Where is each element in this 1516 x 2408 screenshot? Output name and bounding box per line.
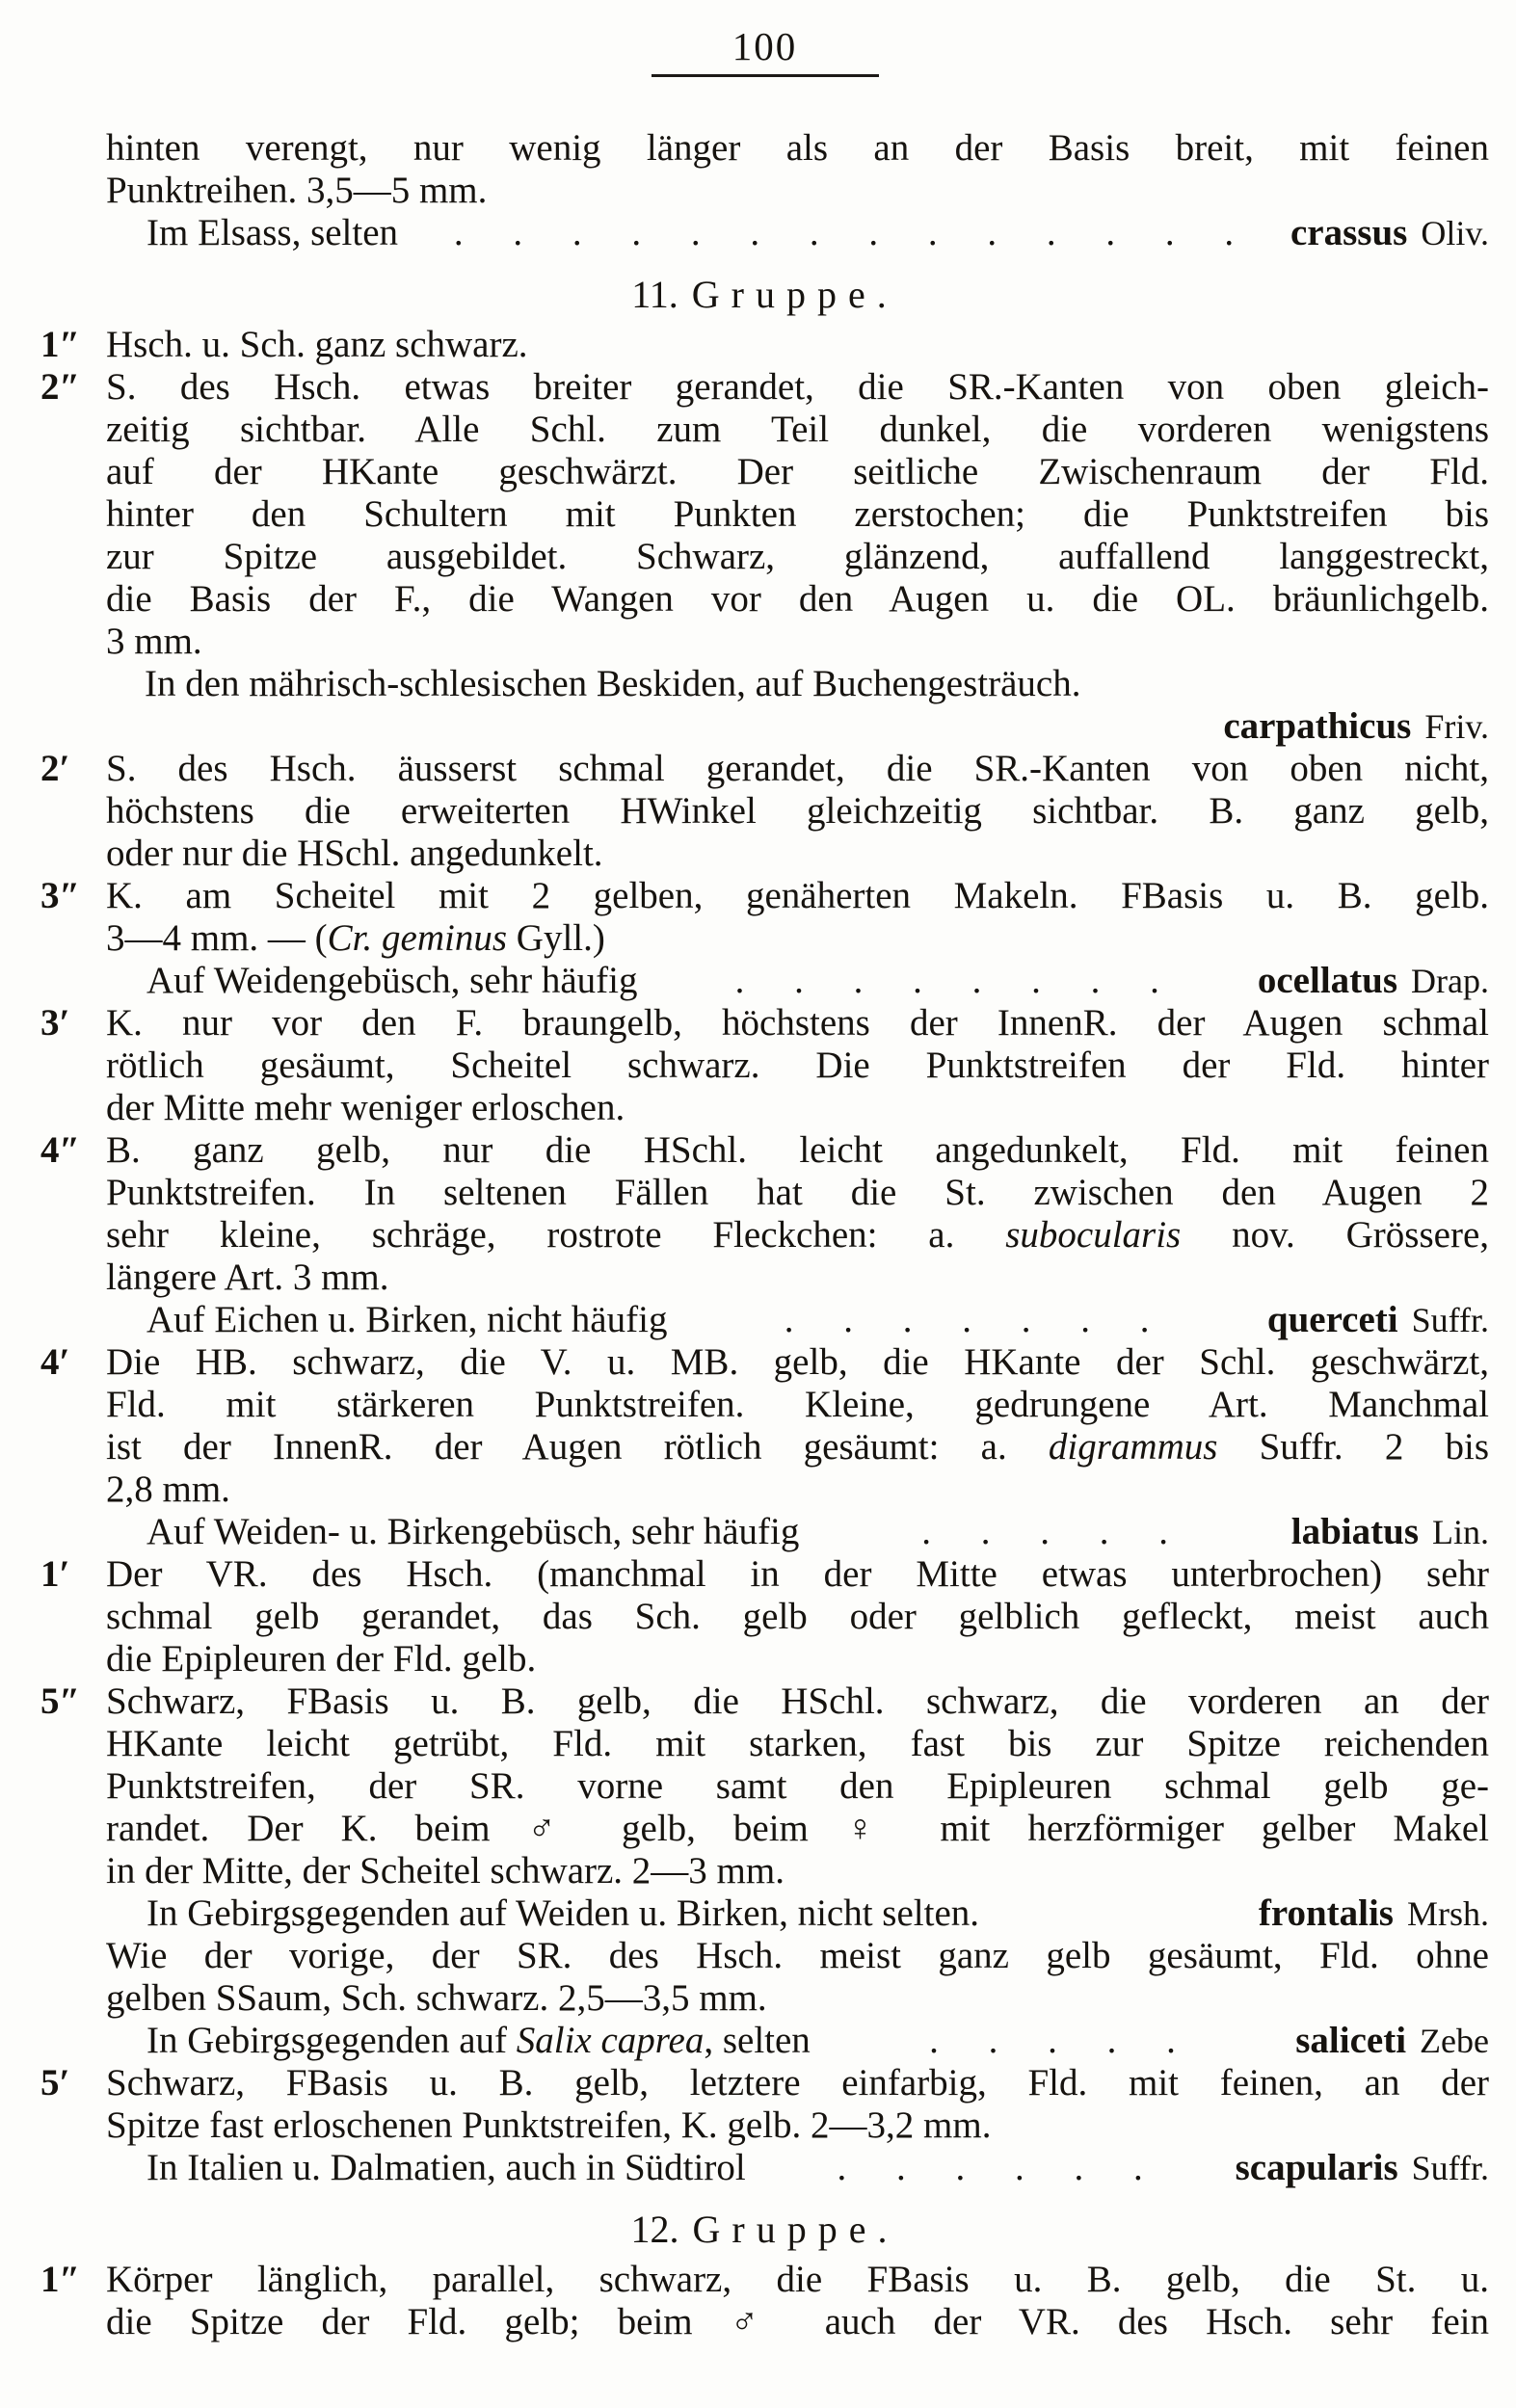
- species-name: ocellatus: [1257, 960, 1398, 1001]
- italic-text-segment: digrammus: [1048, 1426, 1218, 1468]
- text-segment: Suffr. 2 bis: [1217, 1426, 1489, 1468]
- group-heading-number: 12.: [630, 2208, 679, 2251]
- text-line: [106, 1553, 1489, 1596]
- text-segment: Im Elsass, selten: [146, 212, 399, 253]
- text-segment: , selten: [704, 2020, 811, 2061]
- text-segment: in der Mitte, der Scheitel schwarz. 2—3 mm.: [106, 1850, 785, 1892]
- item-marker: 3″: [40, 875, 81, 916]
- text-line: [106, 1087, 1489, 1129]
- text-line: [106, 1850, 1489, 1892]
- habitat-text: [146, 1892, 979, 1935]
- species-author: Mrsh.: [1406, 1894, 1489, 1933]
- text-line: [106, 1172, 1489, 1214]
- item-text: [106, 1129, 1489, 1299]
- habitat-line: [145, 663, 1489, 705]
- text-line: [106, 833, 1489, 875]
- text-segment: In Italien u. Dalmatien, auch in Südtirol: [146, 2147, 746, 2188]
- text-segment: Punktreihen. 3,5—5 mm.: [106, 170, 488, 211]
- item-text: [106, 2259, 1489, 2343]
- species-author: Suffr.: [1411, 2149, 1489, 2187]
- species-author: Zebe: [1420, 2022, 1489, 2060]
- species-author: Drap.: [1411, 962, 1489, 1000]
- item-marker: 1′: [40, 1553, 70, 1595]
- item-marker: 2″: [40, 366, 81, 408]
- page-number: 100: [731, 24, 798, 68]
- item-text: [106, 875, 1489, 960]
- text-line: [106, 2062, 1489, 2104]
- item-marker: 5″: [40, 1680, 81, 1722]
- text-segment: K. nur vor den F. braungelb, höchstens der InnenR. der Augen schmal: [106, 1002, 1489, 1044]
- text-line: [106, 1045, 1489, 1087]
- text-line: [106, 1384, 1489, 1426]
- text-line: [106, 2259, 1489, 2301]
- item-text: [106, 366, 1489, 663]
- text-segment: randet. Der K. beim ♂ gelb, beim ♀ mit herzförmiger gelber Makel: [106, 1808, 1489, 1849]
- text-segment: B. ganz gelb, nur die HSchl. leicht angedunkelt, Fld. mit feinen: [106, 1129, 1489, 1171]
- text-segment: gelben SSaum, Sch. schwarz. 2,5—3,5 mm.: [106, 1977, 767, 2019]
- habitat-text: [146, 212, 398, 254]
- item-marker: 4′: [40, 1341, 70, 1383]
- species-name: saliceti: [1295, 2020, 1407, 2061]
- text-segment: Wie der vorige, der SR. des Hsch. meist ganz gelb gesäumt, Fld. ohne: [106, 1935, 1489, 1976]
- text-segment: schmal gelb gerandet, das Sch. gelb oder gelblich gefleckt, meist auch: [106, 1596, 1489, 1637]
- item-marker: 4″: [40, 1129, 81, 1171]
- species-name: frontalis: [1258, 1892, 1394, 1934]
- leader-dots: . . . . . . . .: [734, 960, 1160, 1001]
- key-item: [40, 1935, 1489, 2020]
- key-item: [40, 1680, 1489, 1892]
- text-segment: Auf Weidengebüsch, sehr häufig: [146, 960, 638, 1001]
- text-segment: Spitze fast erloschenen Punktstreifen, K. gelb. 2—3,2 mm.: [106, 2104, 992, 2146]
- key-item: [40, 875, 1489, 960]
- species-author: Lin.: [1432, 1513, 1489, 1551]
- result-line: [106, 1299, 1489, 1341]
- text-line: [106, 1977, 1489, 2020]
- text-line: [106, 621, 1489, 663]
- leader-dots: . . . . . .: [837, 2147, 1144, 2188]
- result-line: [106, 960, 1489, 1002]
- text-segment: Schwarz, FBasis u. B. gelb, die HSchl. schwarz, die vorderen an der: [106, 1680, 1489, 1722]
- text-segment: Schwarz, FBasis u. B. gelb, letztere einfarbig, Fld. mit feinen, an der: [106, 2062, 1489, 2104]
- key-item: [40, 2062, 1489, 2147]
- group-heading-word: Gruppe.: [691, 273, 898, 316]
- text-segment: höchstens die erweiterten HWinkel gleichzeitig sichtbar. B. ganz gelb,: [106, 790, 1489, 832]
- text-segment: ist der InnenR. der Augen rötlich gesäumt: a.: [106, 1426, 1049, 1468]
- text-segment: hinter den Schultern mit Punkten zerstochen; die Punktstreifen bis: [106, 493, 1489, 535]
- item-text: [106, 2062, 1489, 2147]
- leader-dots: . . . . . . . . . . . . . .: [453, 212, 1236, 253]
- species-name: carpathicus: [1223, 705, 1412, 747]
- text-segment: Der VR. des Hsch. (manchmal in der Mitte etwas unterbrochen) sehr: [106, 1553, 1489, 1595]
- key-item: [40, 1553, 1489, 1680]
- group-heading-word: Gruppe.: [692, 2208, 899, 2251]
- text-segment: die Spitze der Fld. gelb; beim ♂ auch der VR. des Hsch. sehr fein: [106, 2301, 1489, 2342]
- group-heading-number: 11.: [631, 273, 678, 316]
- species-author: Suffr.: [1411, 1301, 1489, 1339]
- item-text: [106, 1680, 1489, 1892]
- habitat-text: [146, 1299, 667, 1341]
- text-segment: rötlich gesäumt, Scheitel schwarz. Die Punktstreifen der Fld. hinter: [106, 1045, 1489, 1086]
- species-name: labiatus: [1290, 1511, 1419, 1552]
- text-line: [106, 493, 1489, 536]
- key-item: [40, 366, 1489, 663]
- text-line: [145, 663, 1489, 705]
- text-line: [106, 1680, 1489, 1723]
- item-text: [106, 1935, 1489, 2020]
- text-segment: S. des Hsch. äusserst schmal gerandet, die SR.-Kanten von oben nicht,: [106, 748, 1489, 789]
- result-line: [106, 212, 1489, 254]
- page-number-rule: [652, 74, 879, 77]
- key-item: [40, 1129, 1489, 1299]
- text-segment: Auf Eichen u. Birken, nicht häufig: [146, 1299, 668, 1340]
- text-segment: der Mitte mehr weniger erloschen.: [106, 1087, 625, 1128]
- key-item: [40, 324, 1489, 366]
- key-item: [40, 1341, 1489, 1511]
- habitat-text: [146, 1511, 799, 1553]
- text-line: [106, 409, 1489, 451]
- text-segment: 3—4 mm. — (: [106, 917, 328, 959]
- species-name: querceti: [1266, 1299, 1398, 1340]
- item-text: [106, 324, 1489, 366]
- text-line: [106, 917, 1489, 960]
- key-item: [40, 748, 1489, 875]
- text-segment: K. am Scheitel mit 2 gelben, genäherten Makeln. FBasis u. B. gelb.: [106, 875, 1489, 916]
- species-name: crassus: [1290, 212, 1408, 253]
- text-segment: oder nur die HSchl. angedunkelt.: [106, 833, 603, 874]
- text-segment: HKante leicht getrübt, Fld. mit starken, fast bis zur Spitze reichenden: [106, 1723, 1489, 1764]
- item-marker: 1″: [40, 324, 81, 365]
- text-line: [106, 1426, 1489, 1469]
- text-segment: längere Art. 3 mm.: [106, 1257, 389, 1298]
- italic-text-segment: Cr. geminus: [327, 917, 508, 959]
- item-text: [106, 1341, 1489, 1511]
- text-line: [106, 451, 1489, 493]
- text-line: [106, 1808, 1489, 1850]
- item-text: [106, 1002, 1489, 1129]
- result-line: [106, 2020, 1489, 2062]
- text-line: [106, 127, 1489, 170]
- species-name: scapularis: [1235, 2147, 1398, 2188]
- item-text: [106, 748, 1489, 875]
- habitat-text: [146, 960, 638, 1002]
- text-segment: Fld. mit stärkeren Punktstreifen. Kleine, gedrungene Art. Manchmal: [106, 1384, 1489, 1425]
- text-line: [106, 578, 1489, 621]
- text-segment: sehr kleine, schräge, rostrote Fleckchen: a.: [106, 1214, 1006, 1256]
- page-content: [40, 127, 1489, 2343]
- text-segment: nov. Grössere,: [1181, 1214, 1489, 1256]
- text-segment: S. des Hsch. etwas breiter gerandet, die SR.-Kanten von oben gleich-: [106, 366, 1489, 408]
- species-line: [40, 705, 1489, 748]
- text-line: [106, 1257, 1489, 1299]
- species-author: Oliv.: [1421, 214, 1489, 252]
- text-line: [106, 170, 1489, 212]
- text-line: [106, 366, 1489, 409]
- italic-text-segment: subocularis: [1005, 1214, 1182, 1256]
- habitat-text: [146, 2020, 811, 2062]
- text-segment: Gyll.): [507, 917, 605, 959]
- text-segment: zur Spitze ausgebildet. Schwarz, glänzend, auffallend langgestreckt,: [106, 536, 1489, 577]
- paragraph: [106, 127, 1489, 212]
- text-segment: die Epipleuren der Fld. gelb.: [106, 1638, 537, 1680]
- text-segment: In den mährisch-schlesischen Beskiden, auf Buchengesträuch.: [145, 663, 1081, 704]
- key-item: [40, 1002, 1489, 1129]
- text-line: [106, 1638, 1489, 1680]
- text-line: [106, 1596, 1489, 1638]
- text-segment: 2,8 mm.: [106, 1469, 230, 1510]
- text-line: [106, 1723, 1489, 1765]
- item-marker: 1″: [40, 2259, 81, 2300]
- text-line: [106, 1469, 1489, 1511]
- text-segment: hinten verengt, nur wenig länger als an der Basis breit, mit feinen: [106, 127, 1489, 169]
- text-segment: Körper länglich, parallel, schwarz, die FBasis u. B. gelb, die St. u.: [106, 2259, 1489, 2300]
- text-segment: Punktstreifen, der SR. vorne samt den Epipleuren schmal gelb ge-: [106, 1765, 1489, 1807]
- text-line: [106, 2104, 1489, 2147]
- result-line: [106, 1892, 1489, 1935]
- leader-dots: . . . . .: [929, 2020, 1177, 2061]
- group-heading: [40, 2209, 1489, 2251]
- species-author: Friv.: [1424, 707, 1489, 746]
- result-line: [106, 1511, 1489, 1553]
- text-segment: Die HB. schwarz, die V. u. MB. gelb, die HKante der Schl. geschwärzt,: [106, 1341, 1489, 1383]
- text-segment: Auf Weiden- u. Birkengebüsch, sehr häufig: [146, 1511, 800, 1552]
- item-marker: 3′: [40, 1002, 70, 1044]
- text-line: [106, 1214, 1489, 1257]
- text-line: [106, 875, 1489, 917]
- text-line: [106, 536, 1489, 578]
- item-marker: 5′: [40, 2062, 70, 2104]
- result-line: [106, 2147, 1489, 2189]
- text-line: [106, 324, 1489, 366]
- text-line: [106, 1765, 1489, 1808]
- text-line: [106, 1341, 1489, 1384]
- text-line: [106, 790, 1489, 833]
- group-heading: [40, 274, 1489, 316]
- item-marker: [40, 1935, 106, 2020]
- text-segment: In Gebirgsgegenden auf: [146, 2020, 517, 2061]
- leader-dots: . . . . .: [921, 1511, 1169, 1552]
- text-segment: 3 mm.: [106, 621, 202, 662]
- text-segment: zeitig sichtbar. Alle Schl. zum Teil dunkel, die vorderen wenigstens: [106, 409, 1489, 450]
- text-segment: Punktstreifen. In seltenen Fällen hat die St. zwischen den Augen 2: [106, 1172, 1489, 1213]
- habitat-text: [146, 2147, 746, 2189]
- item-marker: 2′: [40, 748, 70, 789]
- text-segment: In Gebirgsgegenden auf Weiden u. Birken, nicht selten.: [146, 1892, 980, 1934]
- text-segment: Hsch. u. Sch. ganz schwarz.: [106, 324, 528, 365]
- text-line: [106, 1935, 1489, 1977]
- item-text: [106, 1553, 1489, 1680]
- text-segment: die Basis der F., die Wangen vor den Augen u. die OL. bräunlichgelb.: [106, 578, 1489, 620]
- text-line: [106, 1002, 1489, 1045]
- text-segment: auf der HKante geschwärzt. Der seitliche Zwischenraum der Fld.: [106, 451, 1489, 492]
- key-item: [40, 2259, 1489, 2343]
- text-line: [106, 748, 1489, 790]
- leader-dots: . . . . . . .: [784, 1299, 1151, 1340]
- italic-text-segment: Salix caprea: [516, 2020, 705, 2061]
- text-line: [106, 2301, 1489, 2343]
- text-line: [106, 1129, 1489, 1172]
